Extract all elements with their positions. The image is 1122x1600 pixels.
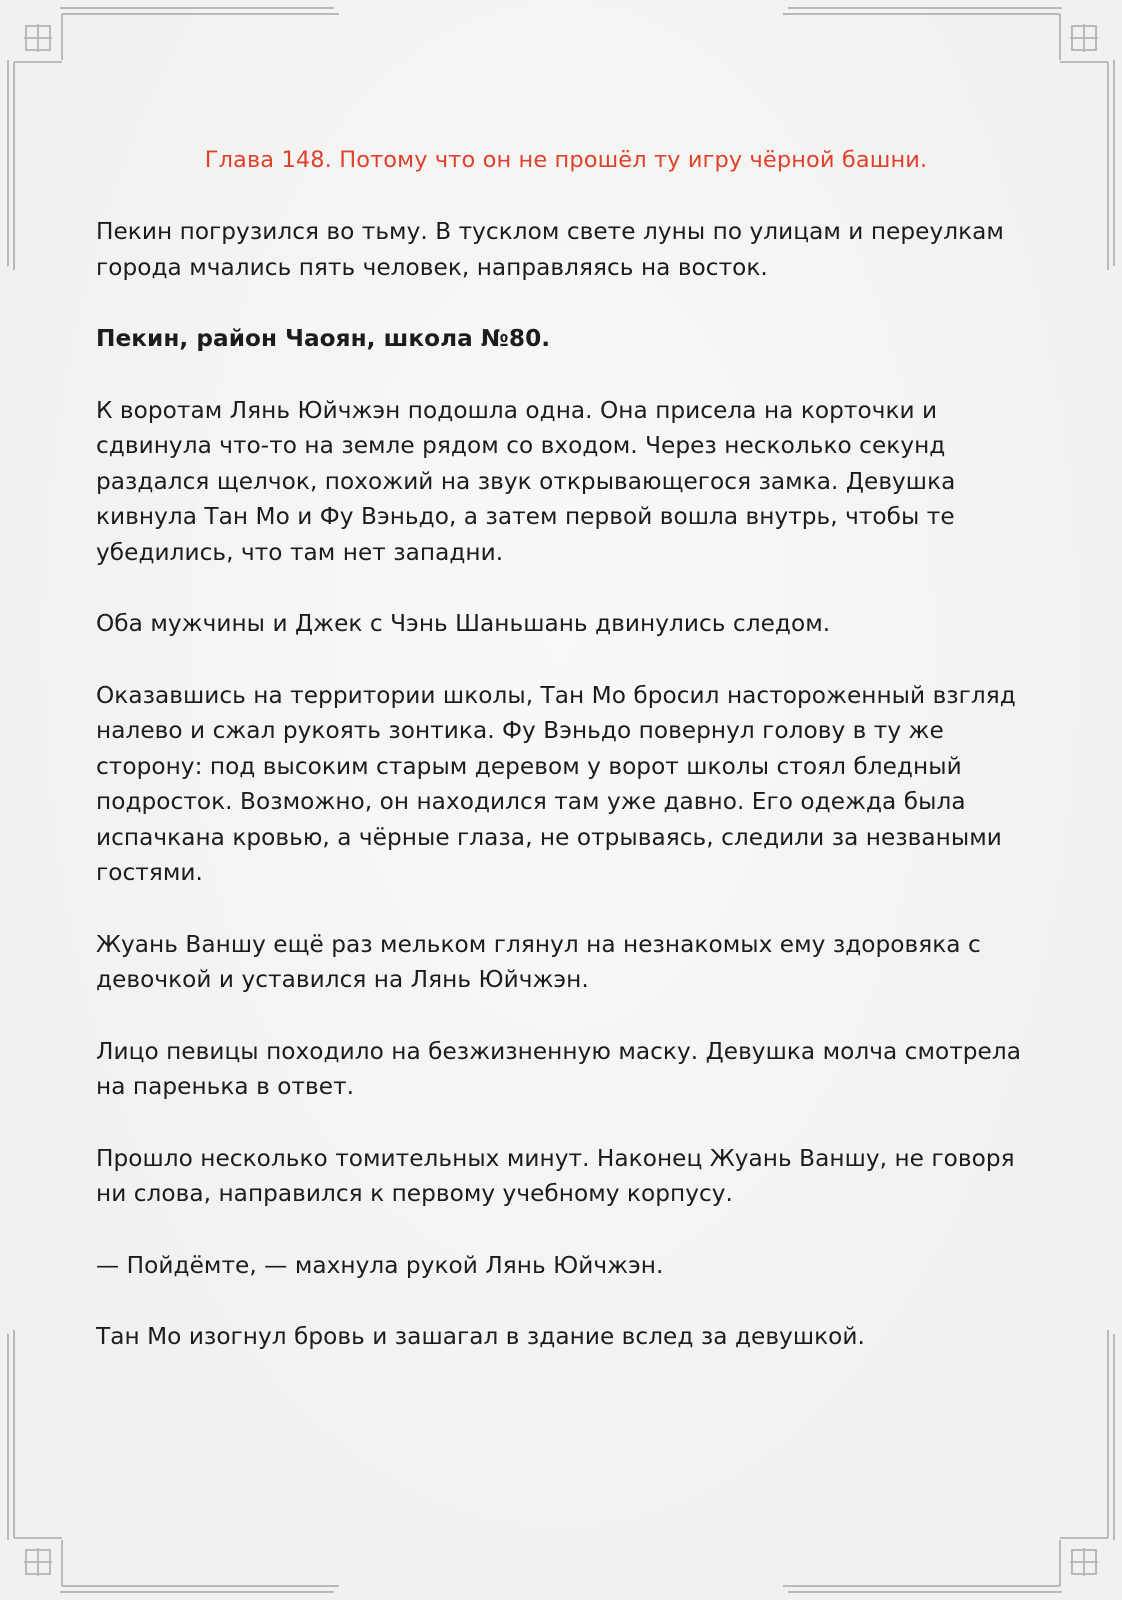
paragraph: Лицо певицы походило на безжизненную маску. Девушка молча смотрела на паренька в ответ. (96, 1037, 1022, 1100)
paragraph: — Пойдёмте, — махнула рукой Лянь Юйчжэн. (96, 1251, 664, 1279)
paragraph: Пекин погрузился во тьму. В тусклом свете луны по улицам и переулкам города мчались пять человек, направляясь на восток. (96, 218, 1004, 281)
paragraph: Оба мужчины и Джек с Чэнь Шаньшань двинулись следом. (96, 610, 831, 637)
paragraph: Прошло несколько томительных минут. Наконец Жуань Ваншу, не говоря ни слова, направился к первому учебному корпусу. (96, 1144, 1015, 1207)
document-body (96, 140, 1036, 1391)
section-heading: Пекин, район Чаоян, школа №80. (96, 325, 551, 352)
chapter-title: Глава 148. Потому что он не прошёл ту игру чёрной башни. (204, 147, 928, 173)
paragraph: Жуань Ваншу ещё раз мельком глянул на незнакомых ему здоровяка с девочкой и уставился на Лянь Юйчжэн. (96, 930, 981, 993)
paragraph: К воротам Лянь Юйчжэн подошла одна. Она присела на корточки и сдвинула что-то на земле рядом со входом. Через несколько секунд раздался щелчок, похожий на звук открывающегося замка. Девушка кивнула Тан Мо и Фу Вэньдо, а затем первой вошла внутрь, чтобы те убедились, что там нет западни. (96, 396, 956, 566)
paragraph: Оказавшись на территории школы, Тан Мо бросил настороженный взгляд налево и сжал рукоять зонтика. Фу Вэньдо повернул голову в ту же сторону: под высоким старым деревом у ворот школы стоял бледный подросток. Возможно, он находился там уже давно. Его одежда была испачкана кровью, а чёрные глаза, не отрываясь, следили за незваными гостями. (96, 681, 1016, 886)
paragraph: Тан Мо изогнул бровь и зашагал в здание вслед за девушкой. (96, 1323, 865, 1350)
paragraph-list (96, 214, 1036, 1355)
